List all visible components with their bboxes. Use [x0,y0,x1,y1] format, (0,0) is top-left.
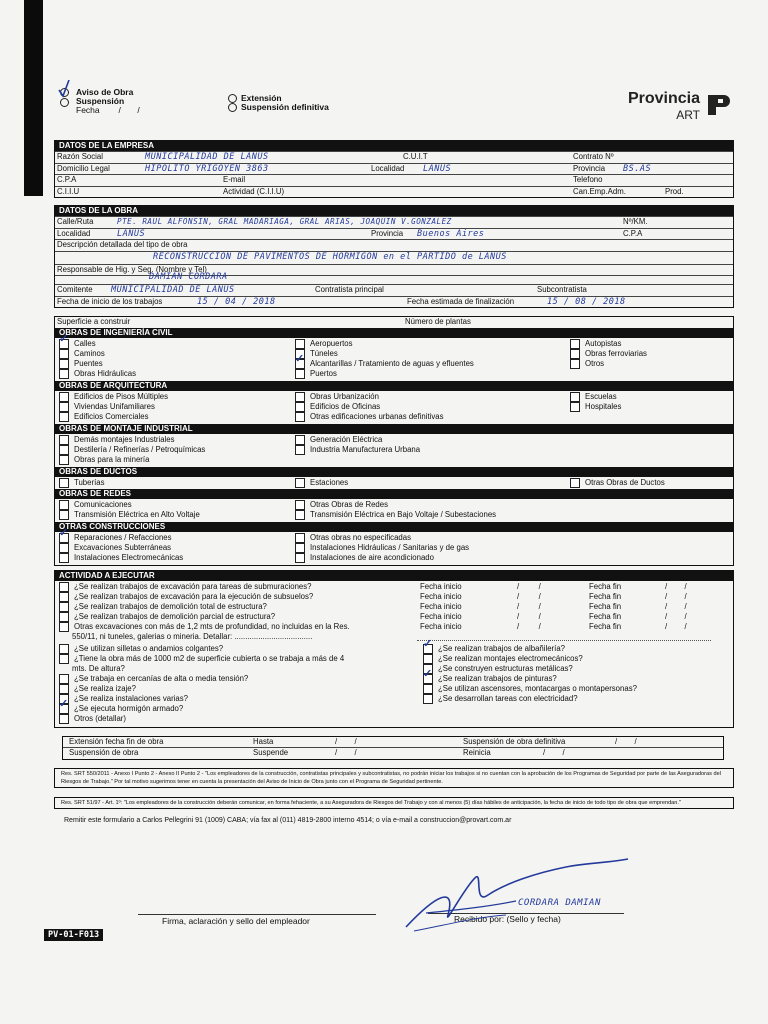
fecha-inicio-label: Fecha inicio [420,591,462,601]
arquitectura-grid [55,391,733,424]
item-label: Instalaciones Hidráulicas / Sanitarias y de gas [310,542,470,552]
ciiu-label: C.I.I.U [57,186,80,196]
checkbox[interactable] [295,435,305,445]
inicio-value[interactable]: 15 / 04 / 2018 [197,296,276,307]
checkbox[interactable] [59,435,69,445]
checkbox-hormigon[interactable] [59,704,69,714]
otras-grid [55,532,733,565]
suspende-label: Suspende [253,748,289,757]
email-label: E-mail [223,175,246,184]
checkbox[interactable] [59,674,69,684]
question-label: ¿Tiene la obra más de 1000 m2 de superficie cubierta o se trabaja a más de 4 [74,653,345,663]
item-label: Obras para la minería [74,454,150,464]
question-label: ¿Se realizan trabajos de pinturas? [438,673,557,683]
redes-title: OBRAS DE REDES [55,489,733,499]
row-domicilio [55,163,733,175]
provincia-label: Provincia [573,163,606,173]
row-comitente [55,284,733,296]
checkbox[interactable] [59,510,69,520]
logo-name: Provincia [627,90,700,107]
question-label: Otras excavaciones con más de 1,2 mts de profundidad, no incluidas en la Res. [74,621,350,631]
firma-label: Firma, aclaración y sello del empleador [162,916,310,926]
item-label: Edificios de Oficinas [310,401,381,411]
susp-def-label: Suspensión de obra definitiva [463,736,566,746]
checkbox-alcantarillas[interactable] [295,359,305,369]
row-resp-value [55,272,733,284]
localidad-value[interactable]: LANUS [117,228,146,239]
item-label: Otros [585,358,605,368]
checkbox[interactable] [295,553,305,563]
resp-label: Responsable de Hig. y Seg. (Nombre y Tel) [57,264,207,274]
ext-label: Extensión fecha fin de obra [69,736,164,746]
provincia-art-logo [628,90,730,122]
note-51 [54,797,734,809]
checkbox-calles[interactable] [59,339,69,349]
signature-name: CORDARA DAMIAN [518,898,601,908]
item-label: Túneles [310,348,338,358]
section-obra [54,205,734,308]
section-title: DATOS DE LA EMPRESA [55,141,733,151]
question-label: ¿Se realizan trabajos de excavación para la ejecución de subsuelos? [74,591,314,601]
provincia-label: Provincia [371,228,404,238]
section-obras [54,316,734,566]
checkbox[interactable] [295,445,305,455]
checkbox[interactable] [59,582,69,592]
question-label: ¿Se utilizan silletas o andamios colgantes? [74,643,224,653]
item-label: Otras edificaciones urbanas definitivas [310,411,444,421]
extension-box [62,736,724,760]
subcontratista-label: Subcontratista [537,285,587,294]
opt-fecha: Fecha / / [76,105,140,115]
signature-icon [396,855,636,935]
item-label: Puertos [310,368,337,378]
check-mark-icon [57,80,71,100]
item-label: Generación Eléctrica [310,434,383,444]
item-label: Escuelas [585,391,617,401]
opt-fecha-label: Fecha [76,105,100,115]
checkbox-reparaciones[interactable] [59,533,69,543]
fin-label: Fecha estimada de finalización [407,296,515,306]
note-51-text: Res. SRT 51/97 - Art. 1º: "Los empleadores de la construcción deberán comunicar, en forma fehaciente, a su Aseguradora de Riesgos del Trabajo y con al menos (5) días hábiles de anticipación, la fecha de inicio de todo tipo de obra que emprendan." [61,799,681,806]
reinicia-label: Reinicia [463,748,491,757]
item-label: Excavaciones Subterráneas [74,542,172,552]
nkm-label: Nº/KM. [623,217,648,226]
checkbox[interactable] [59,612,69,622]
checkbox[interactable] [59,714,69,724]
checkbox[interactable] [59,349,69,359]
item-label: Transmisión Eléctrica en Alto Voltaje [74,509,200,519]
item-label: Viviendas Unifamiliares [74,401,155,411]
checkbox[interactable] [59,654,69,664]
checkbox[interactable] [59,359,69,369]
item-label: Edificios Comerciales [74,411,149,421]
contrato-label: Contrato Nº [573,152,614,161]
checkbox[interactable] [59,644,69,654]
razon-label: Razón Social [57,152,103,161]
otras-title: OTRAS CONSTRUCCIONES [55,522,733,532]
fin-value[interactable]: 15 / 08 / 2018 [547,296,626,307]
provincia-value[interactable]: Buenos Aires [417,228,485,239]
checkbox[interactable] [59,369,69,379]
provincia-value[interactable]: BS.AS [623,163,652,174]
item-label: Tuberías [74,477,105,487]
row-suspension: Suspensión de obra Suspende / / Reinicia / / [63,747,723,759]
item-label: Industria Manufacturera Urbana [310,444,421,454]
localidad-label: Localidad [57,228,91,238]
checkbox[interactable] [59,500,69,510]
row-desc-label [55,239,733,251]
prod-label: Prod. [665,186,684,196]
checkbox[interactable] [570,392,580,402]
checkbox[interactable] [423,684,433,694]
checkbox[interactable] [59,412,69,422]
question-label: ¿Se realiza instalaciones varias? [74,693,188,703]
question-label: ¿Se realizan trabajos de demolición parcial de estructura? [74,611,276,621]
susp-label: Suspensión de obra [69,748,139,757]
opt-suspension-def-label: Suspensión definitiva [241,102,329,112]
checkbox[interactable] [570,478,580,488]
item-label: Estaciones [310,477,349,487]
radio-extension[interactable] [228,94,237,103]
ductos-grid [55,477,733,489]
form-header [54,88,734,134]
row-cpa [55,174,733,186]
question-label: ¿Se realiza izaje? [74,683,136,693]
checkbox[interactable] [59,543,69,553]
checkbox[interactable] [570,402,580,412]
scan-edge [24,0,43,196]
radio-suspension-def[interactable] [228,103,237,112]
question-label: mts. De altura? [72,663,125,673]
opt-extension-label: Extensión [241,93,282,103]
item-label: Transmisión Eléctrica en Bajo Voltaje / Subestaciones [310,509,497,519]
item-label: Destilería / Refinerías / Petroquímicas [74,444,206,454]
checkbox[interactable] [59,592,69,602]
checkbox[interactable] [59,392,69,402]
checkbox[interactable] [59,553,69,563]
firma-line [138,914,376,915]
question-label: ¿Se realizan trabajos de demolición total de estructura? [74,601,267,611]
checkbox[interactable] [59,445,69,455]
section-empresa [54,140,734,198]
desc-label: Descripción detallada del tipo de obra [57,240,188,249]
checkbox[interactable] [295,412,305,422]
plantas-label: Número de plantas [405,317,471,326]
item-label: Aeropuertos [310,338,353,348]
superficie-label: Superficie a construir [57,317,131,326]
canemp-label: Can.Emp.Adm. [573,186,626,196]
item-label: Calles [74,338,96,348]
question-label: ¿Se realizan montajes electromecánicos? [438,653,583,663]
comitente-value[interactable]: MUNICIPALIDAD DE LANUS [111,285,235,295]
question-label: ¿Se realizan trabajos de albañilería? [438,643,565,653]
checkbox[interactable] [295,402,305,412]
localidad-value[interactable]: LANUS [423,163,452,174]
logo-sub: ART [676,108,700,122]
fecha-inicio-label: Fecha inicio [420,611,462,621]
row-calle [55,216,733,228]
item-label: Instalaciones Electromecánicas [74,552,184,562]
checkbox[interactable] [295,392,305,402]
checkbox[interactable] [295,543,305,553]
item-label: Obras ferroviarias [585,348,647,358]
cuit-label: C.U.I.T [403,152,428,161]
item-label: Reparaciones / Refacciones [74,532,172,542]
fecha-inicio-label: Fecha inicio [420,601,462,611]
hasta-label: Hasta [253,736,274,746]
note-550-text: Res. SRT 550/2011 - Anexo I Punto 2 - Anexo II Punto 2 - "Los empleadores de la construcción, contratistas principales y subcontratistas, no podrán iniciar los trabajos si no cuentan con la aprobación de los Programas de Seguridad por parte de las Aseguradoras del Riesgos de Trabajo." Por tal motivo sugerimos tener en cuenta la presentación del Aviso de Inicio de Obra junto con el Programa de Seguridad pertinente. [61,770,721,785]
row-extension: Extensión fecha fin de obra Hasta / / Suspensión de obra definitiva / / [69,736,637,746]
comitente-label: Comitente [57,285,93,294]
calle-label: Calle/Ruta [57,217,94,226]
fecha-inicio-label: Fecha inicio [420,581,462,591]
checkbox[interactable] [295,478,305,488]
checkbox[interactable] [59,684,69,694]
checkbox[interactable] [59,455,69,465]
checkbox-albanileria[interactable] [423,644,433,654]
form-sheet [54,88,734,824]
checkbox[interactable] [423,654,433,664]
actividad-grid: ¿Se realizan trabajos de excavación para tareas de submuraciones? ¿Se realizan trabajos de excavación para la ejecución de subsuelos? ¿Se realizan trabajos de demolición total de estructura? ¿Se realizan trabajos de demolición parcial de estructura? Fecha inicio Fecha inicio Fecha inicio Fecha inicio Fecha inicio / / / / / / / / / / Fecha fin Fecha fin Fecha fin Fecha fin Fecha fin / / / / / / / / / / Otras excavaciones con más de 1,2 mts de profundidad, no incluidas en la Res. 550/11, ni tuneles, galerias o mineria. Detallar: .................................... ¿Se utilizan silletas o andamios colgantes? ¿Tiene la obra más de 1000 m2 de superficie cubierta o se trabaja a más de 4 mts. De altura? ¿Se trabaja en cercanías de alta o media tensión? ¿Se realiza izaje? ¿Se realiza instalaciones varias? ✓¿Se ejecuta hormigón armado? Otros (detallar) ✓¿Se realizan trabajos de albañilería? ¿Se realizan montajes electromecánicos? ¿Se construyen estructuras metálicas? ✓¿Se realizan trabajos de pinturas? ¿Se utilizan ascensores, montacargas o montapersonas? ¿Se desarrollan tareas con electricidad? [55,581,733,727]
cpa-label: C.P.A [623,228,643,238]
item-label: Otras Obras de Redes [310,499,389,509]
checkbox-pinturas[interactable] [423,674,433,684]
actividad-label: Actividad (C.I.I.U) [223,186,285,196]
row-desc-value [55,251,733,264]
question-label: ¿Se construyen estructuras metálicas? [438,663,573,673]
checkbox[interactable] [570,339,580,349]
question-label: Otros (detallar) [74,713,126,723]
cpa-label: C.P.A [57,175,77,184]
arquitectura-title: OBRAS DE ARQUITECTURA [55,381,733,391]
checkbox[interactable] [59,602,69,612]
fecha-fin-label: Fecha fin [589,591,622,601]
provincia-logo-icon [706,92,730,118]
domicilio-value[interactable]: HIPOLITO YRIGOYEN 3863 [145,163,269,174]
checkbox[interactable] [423,694,433,704]
contratista-label: Contratista principal [315,285,384,294]
fecha-inicio-label: Fecha inicio [420,621,462,631]
redes-grid [55,499,733,522]
civil-grid [55,338,733,381]
checkbox[interactable] [59,402,69,412]
opt-suspension-label: Suspensión [76,96,125,106]
header-options-left [76,88,140,115]
item-label: Caminos [74,348,105,358]
item-label: Demás montajes Industriales [74,434,175,444]
fecha-fin-label: Fecha fin [589,611,622,621]
question-label: ¿Se desarrollan tareas con electricidad? [438,693,578,703]
localidad-label: Localidad [371,163,405,173]
opt-aviso-label: Aviso de Obra [76,87,134,97]
checkbox[interactable] [59,478,69,488]
checkbox[interactable] [295,339,305,349]
row-fechas [55,296,733,308]
form-code: PV-01-F013 [44,929,103,941]
inicio-label: Fecha de inicio de los trabajos [57,296,163,306]
header-options-right [241,94,329,112]
civil-title: OBRAS DE INGENIERÍA CIVIL [55,328,733,338]
section-actividad [54,570,734,728]
domicilio-label: Domicilio Legal [57,163,110,173]
telefono-label: Telefono [573,175,603,184]
montaje-grid [55,434,733,467]
row-ciiu [55,186,733,198]
checkbox[interactable] [570,349,580,359]
recibido-label: Recibido por: (Sello y fecha) [454,914,561,924]
checkbox[interactable] [570,359,580,369]
item-label: Obras Hidráulicas [74,368,136,378]
actividad-title: ACTIVIDAD A EJECUTAR [55,571,733,581]
note-550 [54,768,734,788]
remitir-text: Remitir este formulario a Carlos Pellegrini 91 (1009) CABA; vía fax al (011) 4819-2800 interno 4514; o vía e-mail a construccion@provart.com.ar [64,816,512,824]
fecha-fin-label: Fecha fin [589,601,622,611]
row-localidad [55,228,733,240]
item-label: Otras obras no especificadas [310,532,411,542]
question-label: ¿Se realizan trabajos de excavación para tareas de submuraciones? [74,581,312,591]
checkbox[interactable] [295,533,305,543]
checkbox[interactable] [59,622,69,632]
row-superficie [55,317,733,328]
section-title: DATOS DE LA OBRA [55,206,733,216]
resp-value[interactable]: DAMIAN CORDARA [149,272,228,282]
calle-value[interactable]: PTE. RAUL ALFONSIN, GRAL MADARIAGA, GRAL ARIAS, JOAQUIN V.GONZALEZ [117,217,452,226]
checkbox[interactable] [295,369,305,379]
question-label: ¿Se ejecuta hormigón armado? [74,703,184,713]
fecha-fin-label: Fecha fin [589,621,622,631]
question-label: ¿Se utilizan ascensores, montacargas o montapersonas? [438,683,637,693]
item-label: Comunicaciones [74,499,132,509]
item-label: Edificios de Pisos Múltiples [74,391,169,401]
item-label: Otras Obras de Ductos [585,477,665,487]
item-label: Puentes [74,358,103,368]
question-label: 550/11, ni tuneles, galerias o mineria. Detallar: .................................... [72,631,313,641]
item-label: Autopistas [585,338,622,348]
item-label: Instalaciones de aire acondicionado [310,552,434,562]
row-razon [55,151,733,163]
ductos-title: OBRAS DE DUCTOS [55,467,733,477]
item-label: Hospitales [585,401,622,411]
desc-value[interactable]: RECONSTRUCCION DE PAVIMENTOS DE HORMIGON en el PARTIDO de LANUS [153,251,507,262]
montaje-title: OBRAS DE MONTAJE INDUSTRIAL [55,424,733,434]
item-label: Alcantarillas / Tratamiento de aguas y efluentes [310,358,474,368]
razon-value[interactable]: MUNICIPALIDAD DE LANUS [145,152,269,162]
question-label: ¿Se trabaja en cercanías de alta o media tensión? [74,673,249,683]
checkbox[interactable] [295,500,305,510]
fecha-fin-label: Fecha fin [589,581,622,591]
item-label: Obras Urbanización [310,391,379,401]
checkbox[interactable] [295,510,305,520]
